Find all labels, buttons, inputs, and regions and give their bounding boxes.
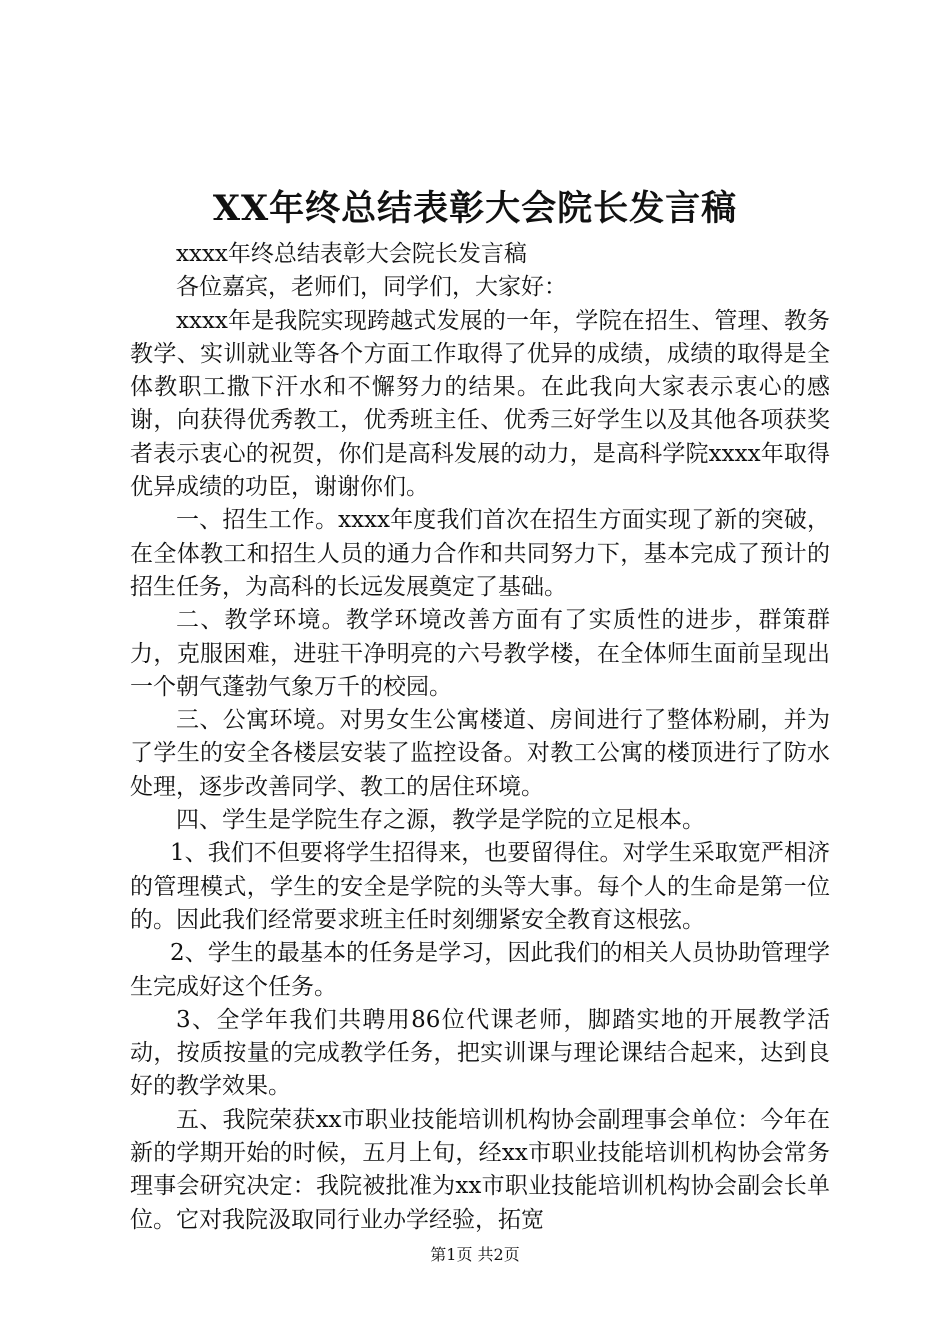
paragraph-section-1: 一、招生工作。xxxx年度我们首次在招生方面实现了新的突破，在全体教工和招生人员的通力合作和共同努力下，基本完成了预计的招生任务，为高科的长远发展奠定了基础。	[130, 507, 830, 600]
paragraph-item-1: 1、我们不但要将学生招得来，也要留得住。对学生采取宽严相济的管理模式，学生的安全是学院的头等大事。每个人的生命是第一位的。因此我们经常要求班主任时刻绷紧安全教育这根弦。	[130, 840, 830, 933]
page-number: 第1页 共2页	[430, 1245, 520, 1264]
paragraph-item-2: 2、学生的最基本的任务是学习，因此我们的相关人员协助管理学生完成好这个任务。	[130, 940, 830, 1000]
paragraph-subtitle: xxxx年终总结表彰大会院长发言稿	[176, 241, 527, 267]
paragraph-section-3: 三、公寓环境。对男女生公寓楼道、房间进行了整体粉刷，并为了学生的安全各楼层安装了监控设备。对教工公寓的楼顶进行了防水处理，逐步改善同学、教工的居住环境。	[130, 707, 830, 800]
document-title: XX年终总结表彰大会院长发言稿	[212, 188, 738, 229]
paragraph-item-3: 3、全学年我们共聘用86位代课老师，脚踏实地的开展教学活动，按质按量的完成教学任务，把实训课与理论课结合起来，达到良好的教学效果。	[130, 1006, 830, 1100]
paragraph-section-5: 五、我院荣获xx市职业技能培训机构协会副理事会单位：今年在新的学期开始的时候，五月上旬，经xx市职业技能培训机构协会常务理事会研究决定：我院被批准为xx市职业技能培训机构协会副会长单位。它对我院汲取同行业办学经验，拓宽	[130, 1106, 830, 1233]
document-body	[130, 238, 830, 1237]
paragraph-greeting: 各位嘉宾，老师们，同学们，大家好：	[176, 274, 567, 301]
paragraph-intro: xxxx年是我院实现跨越式发展的一年，学院在招生、管理、教务教学、实训就业等各个方面工作取得了优异的成绩，成绩的取得是全体教职工撒下汗水和不懈努力的结果。在此我向大家表示衷心的感谢，向获得优秀教工，优秀班主任、优秀三好学生以及其他各项获奖者表示衷心的祝贺，你们是高科发展的动力，是高科学院xxxx年取得优异成绩的功臣，谢谢你们。	[130, 307, 830, 501]
paragraph-section-4: 四、学生是学院生存之源，教学是学院的立足根本。	[176, 807, 705, 834]
paragraph-section-2: 二、教学环境。教学环境改善方面有了实质性的进步，群策群力，克服困难，进驻干净明亮的六号教学楼，在全体师生面前呈现出一个朝气蓬勃气象万千的校园。	[130, 607, 830, 700]
